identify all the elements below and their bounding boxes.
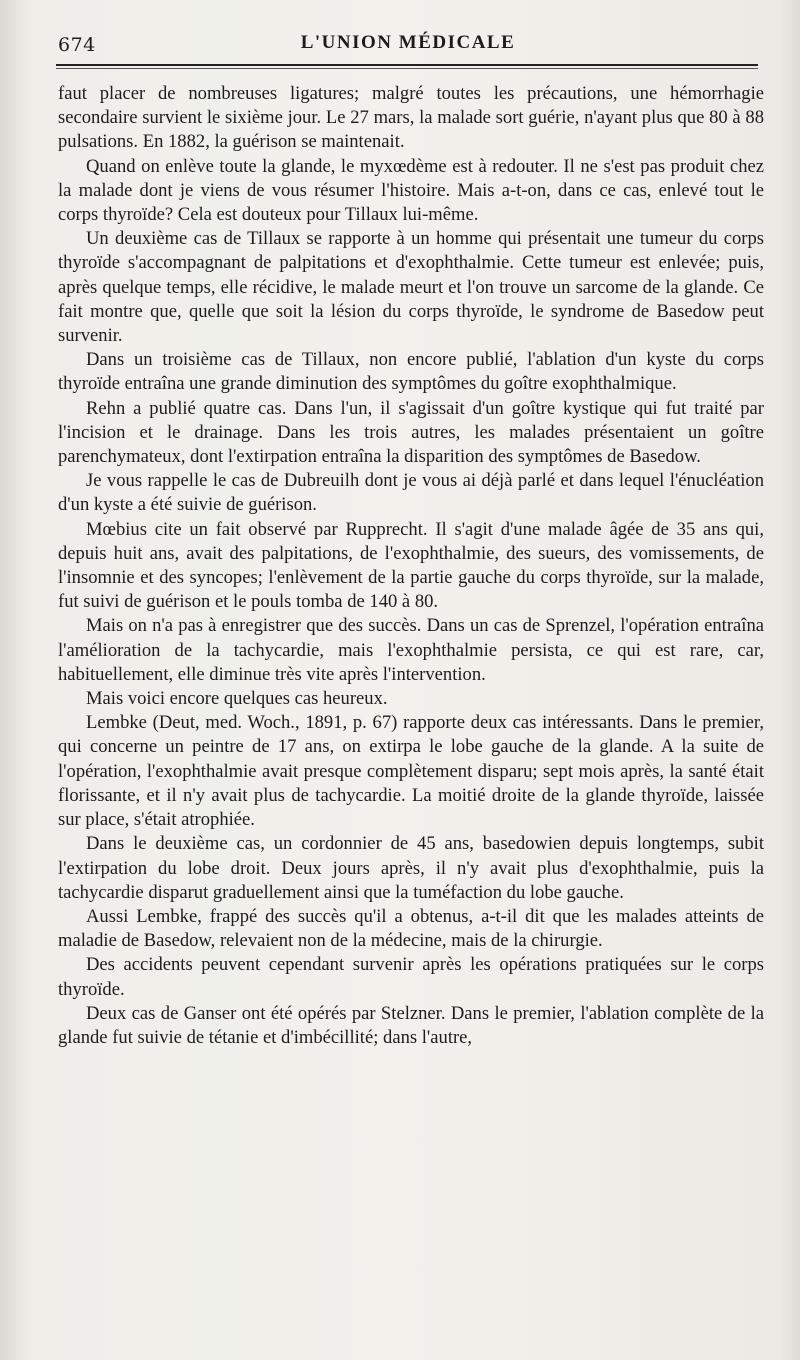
header-rule bbox=[56, 64, 758, 66]
paragraph: Mais on n'a pas à enregistrer que des succès. Dans un cas de Sprenzel, l'opération entraîna l'amélioration de la tachycardie, mais l'exophthalmie persista, ce qui est rare, car, habituellement, elle diminue très vite après l'intervention. bbox=[58, 615, 764, 685]
paragraph: Lembke (Deut, med. Woch., 1891, p. 67) rapporte deux cas intéressants. Dans le premier, qui concerne un peintre de 17 ans, on extirpa le lobe gauche de la glande. A la suite de l'opération, l'exophthalmie avait presque complètement disparu; sept mois après, la santé était florissante, et il n'y avait plus de tachycardie. La moitié droite de la glande thyroïde, laissée sur place, s'était atrophiée. bbox=[58, 712, 764, 831]
article-body bbox=[58, 82, 764, 1050]
paragraph: Dans le deuxième cas, un cordonnier de 45 ans, basedowien depuis longtemps, subit l'extirpation du lobe droit. Deux jours après, il n'y avait plus d'exophthalmie, puis la tachycardie disparut graduellement ainsi que la tuméfaction du lobe gauche. bbox=[58, 833, 764, 903]
paragraph: Mœbius cite un fait observé par Rupprecht. Il s'agit d'une malade âgée de 35 ans qui, depuis huit ans, avait des palpitations, de l'exophthalmie, des sueurs, des vomissements, de l'insomnie et des syncopes; l'enlèvement de la partie gauche du corps thyroïde, sur la malade, fut suivi de guérison et le pouls tomba de 140 à 80. bbox=[58, 518, 764, 613]
running-title: L'UNION MÉDICALE bbox=[300, 32, 516, 53]
paragraph: Deux cas de Ganser ont été opérés par Stelzner. Dans le premier, l'ablation complète de la glande fut suivie de tétanie et d'imbécillité; dans l'autre, bbox=[58, 1002, 764, 1048]
paragraph: Rehn a publié quatre cas. Dans l'un, il s'agissait d'un goître kystique qui fut traité par l'incision et le drainage. Dans les trois autres, les malades présentaient un goître parenchymateux, dont l'extirpation entraîna la disparition des symptômes de Basedow. bbox=[58, 397, 764, 468]
page-header bbox=[58, 30, 758, 60]
paragraph: Mais voici encore quelques cas heureux. bbox=[86, 688, 388, 710]
paragraph: Dans un troisième cas de Tillaux, non encore publié, l'ablation d'un kyste du corps thyroïde entraîna une grande diminution des symptômes du goître exophthalmique. bbox=[58, 349, 764, 395]
paragraph: faut placer de nombreuses ligatures; malgré toutes les précautions, une hémorrhagie secondaire survient le sixième jour. Le 27 mars, la malade sort guérie, n'ayant plus que 80 à 88 pulsations. En 1882, la guérison se maintenait. bbox=[58, 83, 764, 153]
paragraph: Un deuxième cas de Tillaux se rapporte à un homme qui présentait une tumeur du corps thyroïde s'accompagnant de palpitations et d'exophthalmie. Cette tumeur est enlevée; puis, après quelque temps, elle récidive, le malade meurt et l'on trouve un sarcome de la glande. Ce fait montre que, quelle que soit la lésion du corps thyroïde, le syndrome de Basedow peut survenir. bbox=[58, 228, 764, 347]
paragraph: Je vous rappelle le cas de Dubreuilh dont je vous ai déjà parlé et dans lequel l'énucléation d'un kyste a été suivie de guérison. bbox=[58, 470, 764, 516]
paragraph: Aussi Lembke, frappé des succès qu'il a obtenus, a-t-il dit que les malades atteints de maladie de Basedow, relevaient non de la médecine, mais de la chirurgie. bbox=[58, 905, 764, 952]
header-rule-thin bbox=[56, 68, 758, 69]
paragraph: Quand on enlève toute la glande, le myxœdème est à redouter. Il ne s'est pas produit chez la malade dont je viens de vous résumer l'histoire. Mais a-t-on, dans ce cas, enlevé tout le corps thyroïde? Cela est douteux pour Tillaux lui-même. bbox=[58, 155, 764, 226]
page-number: 674 bbox=[58, 34, 96, 56]
paragraph: Des accidents peuvent cependant survenir après les opérations pratiquées sur le corps thyroïde. bbox=[58, 954, 764, 1000]
